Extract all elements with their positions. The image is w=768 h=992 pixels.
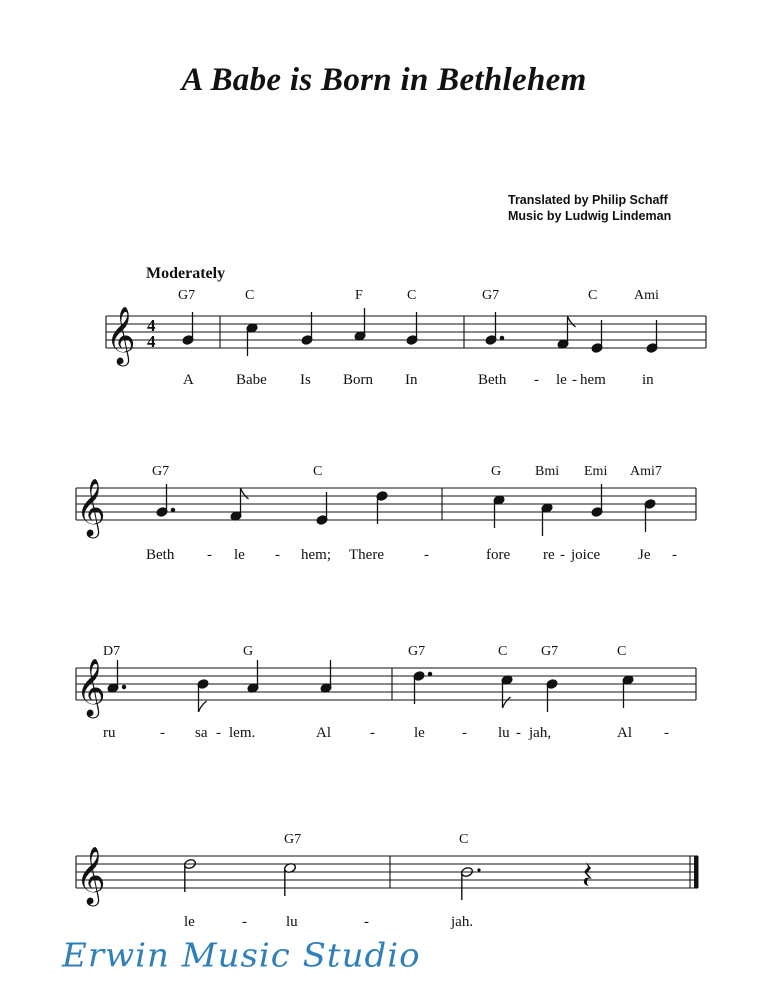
quarter-rest-icon (584, 862, 592, 886)
final-barline (694, 856, 699, 888)
credits (508, 192, 671, 224)
chord-symbol: C (617, 644, 627, 659)
lyric-hyphen: - (242, 914, 247, 930)
chord-symbol: C (245, 288, 255, 303)
lyric-syllable: hem; (301, 547, 331, 563)
chord-symbol: C (313, 464, 323, 479)
lyric-syllable: sa (195, 725, 208, 741)
lyric-syllable: jah, (529, 725, 552, 741)
chord-symbol: C (498, 644, 508, 659)
lyric-syllable: A (183, 372, 194, 388)
staff-system-2 (0, 476, 768, 548)
lyric-syllable: le (234, 547, 245, 563)
studio-watermark: Erwin Music Studio (62, 937, 421, 975)
treble-clef-icon: 𝄞 (106, 306, 136, 364)
lyric-syllable: re (543, 547, 555, 563)
lyric-hyphen: - (462, 725, 467, 741)
lyric-hyphen: - (424, 547, 429, 563)
lyric-syllable: In (405, 372, 418, 388)
lyric-hyphen: - (664, 725, 669, 741)
lyric-syllable: Beth (146, 547, 175, 563)
chord-symbol: G7 (482, 288, 500, 303)
lyric-syllable: Je (638, 547, 651, 563)
treble-clef-icon: 𝄞 (76, 658, 106, 716)
chord-symbol: Ami (634, 288, 659, 303)
tempo-marking: Moderately (146, 265, 226, 282)
lyric-syllable: Al (617, 725, 632, 741)
chord-symbol: G7 (541, 644, 559, 659)
lyric-syllable: fore (486, 547, 511, 563)
lyric-syllable: Is (300, 372, 311, 388)
staff-system-3 (0, 656, 768, 728)
time-signature-top: 4 (147, 316, 156, 335)
lyric-hyphen: - (370, 725, 375, 741)
lyric-syllable: Beth (478, 372, 507, 388)
lyric-syllable: joice (571, 547, 601, 563)
lyric-hyphen: - (160, 725, 165, 741)
lyric-hyphen: - (516, 725, 521, 741)
lyric-hyphen: - (672, 547, 677, 563)
chord-symbol: Bmi (535, 464, 560, 479)
lyric-syllable: Al (316, 725, 331, 741)
lyric-hyphen: - (534, 372, 539, 388)
lyric-syllable: in (642, 372, 654, 388)
lyric-hyphen: - (364, 914, 369, 930)
lyric-syllable: There (349, 547, 384, 563)
chord-symbol: F (355, 288, 363, 303)
staff-system-1 (0, 300, 768, 370)
lyric-syllable: le (184, 914, 195, 930)
staff-system-4 (0, 844, 768, 916)
lyric-syllable: lu (286, 914, 298, 930)
chord-symbol: Emi (584, 464, 608, 479)
chord-symbol: Ami7 (630, 464, 662, 479)
lyric-syllable: le (414, 725, 425, 741)
chord-symbol: C (459, 832, 469, 847)
lyric-syllable: Born (343, 372, 373, 388)
lyric-hyphen: - (207, 547, 212, 563)
lyric-syllable: lu (498, 725, 510, 741)
treble-clef-icon: 𝄞 (76, 478, 106, 536)
chord-symbol: G7 (408, 644, 426, 659)
translator-credit: Translated by Philip Schaff (508, 193, 668, 207)
lyric-syllable: le (556, 372, 567, 388)
chord-symbol: C (407, 288, 417, 303)
lyric-hyphen: - (275, 547, 280, 563)
song-title: A Babe is Born in Bethlehem (181, 62, 587, 98)
chord-symbol: G (243, 644, 254, 659)
lyric-hyphen: - (560, 547, 565, 563)
lyric-syllable: Babe (236, 372, 267, 388)
lyric-hyphen: - (572, 372, 577, 388)
composer-credit: Music by Ludwig Lindeman (508, 209, 672, 223)
chord-symbol: C (588, 288, 598, 303)
chord-symbol: G7 (152, 464, 170, 479)
treble-clef-icon: 𝄞 (76, 846, 106, 904)
lyric-syllable: lem. (229, 725, 256, 741)
lyric-syllable: jah. (451, 914, 474, 930)
chord-symbol: G7 (284, 832, 302, 847)
lyric-syllable: hem (580, 372, 606, 388)
lyric-hyphen: - (216, 725, 221, 741)
chord-symbol: G (491, 464, 502, 479)
chord-symbol: G7 (178, 288, 196, 303)
time-signature-bottom: 4 (147, 332, 156, 351)
lyric-syllable: ru (103, 725, 116, 741)
chord-symbol: D7 (103, 644, 121, 659)
